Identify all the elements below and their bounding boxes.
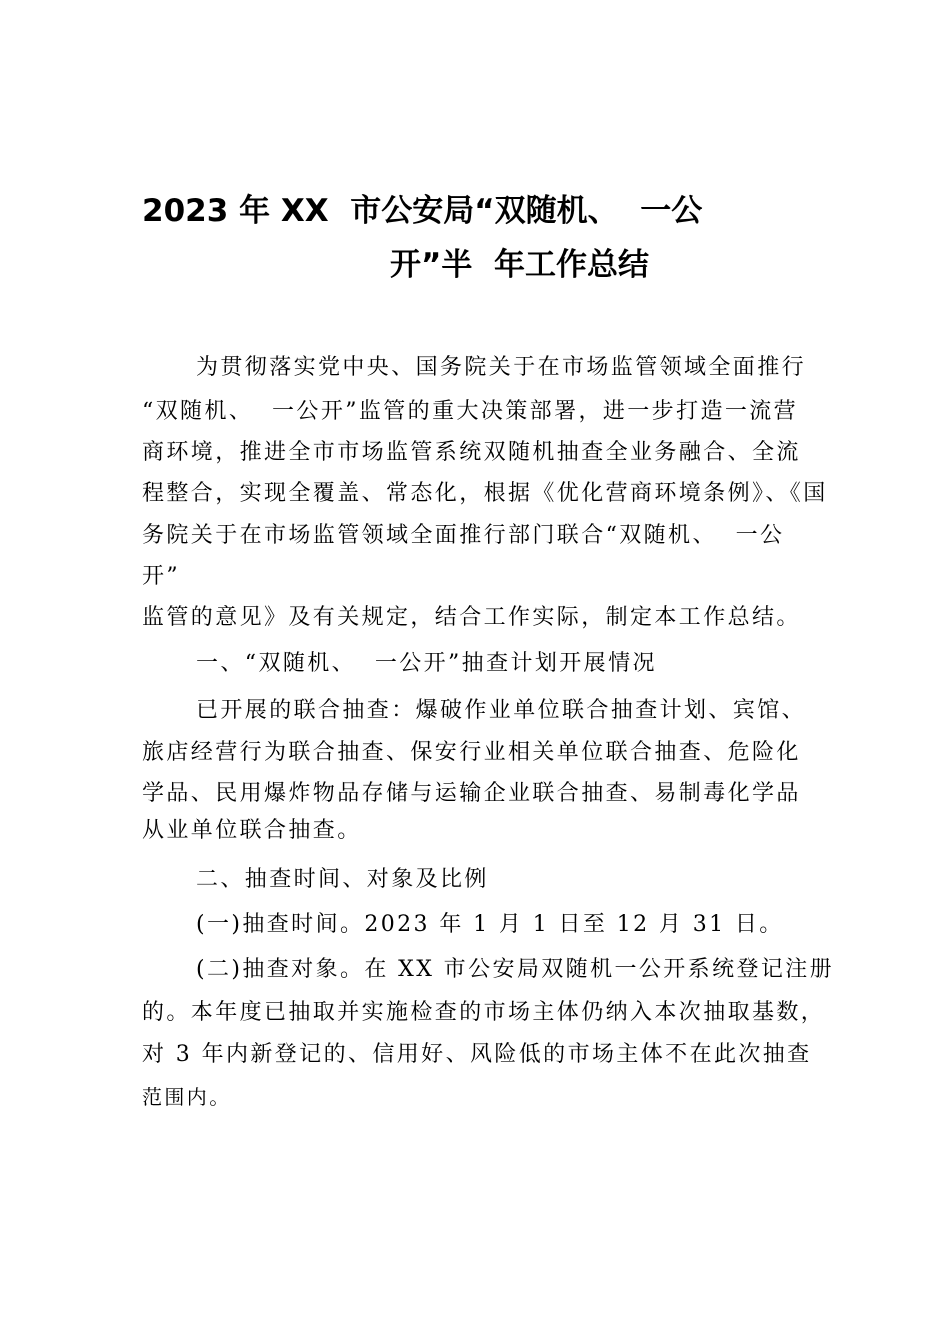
paragraph-line: 从业单位联合抽查。 xyxy=(142,818,362,843)
paragraph-line: 为贯彻落实党中央、国务院关于在市场监管领域全面推行 xyxy=(196,355,807,380)
paragraph-line: “双随机、 一公开”监管的重大决策部署，进一步打造一流营 xyxy=(142,399,799,424)
paragraph-line: 已开展的联合抽查：爆破作业单位联合抽查计划、宾馆、 xyxy=(196,698,807,723)
paragraph-line: 范围内。 xyxy=(142,1085,232,1109)
paragraph-line: 开” xyxy=(142,564,181,589)
paragraph-line: 旅店经营行为联合抽查、保安行业相关单位联合抽查、危险化 xyxy=(142,740,801,765)
paragraph-line: 务院关于在市场监管领域全面推行部门联合“双随机、 一公 xyxy=(142,523,785,548)
paragraph-line: 对 3 年内新登记的、信用好、风险低的市场主体不在此次抽查 xyxy=(142,1042,812,1067)
section-heading-1: 一、“双随机、 一公开”抽查计划开展情况 xyxy=(196,651,657,676)
paragraph-line: 商环境，推进全市市场监管系统双随机抽查全业务融合、全流 xyxy=(142,440,801,465)
document-title-line-2: 开”半 年工作总结 xyxy=(390,247,649,283)
paragraph-line: 监管的意见》及有关规定，结合工作实际，制定本工作总结。 xyxy=(142,605,801,630)
paragraph-line: (一)抽查时间。2023 年 1 月 1 日至 12 月 31 日。 xyxy=(196,912,784,937)
paragraph-line: 的。本年度已抽取并实施检查的市场主体仍纳入本次抽取基数， xyxy=(142,1000,826,1025)
section-heading-2: 二、抽查时间、对象及比例 xyxy=(196,867,489,892)
paragraph-line: 程整合，实现全覆盖、常态化，根据《优化营商环境条例》、《国 xyxy=(142,481,828,506)
document-title-line-1: 2023 年 XX 市公安局“双随机、 一公 xyxy=(142,193,703,229)
paragraph-line: (二)抽查对象。在 XX 市公安局双随机一公开系统登记注册 xyxy=(196,957,835,982)
paragraph-line: 学品、民用爆炸物品存储与运输企业联合抽查、易制毒化学品 xyxy=(142,781,801,806)
